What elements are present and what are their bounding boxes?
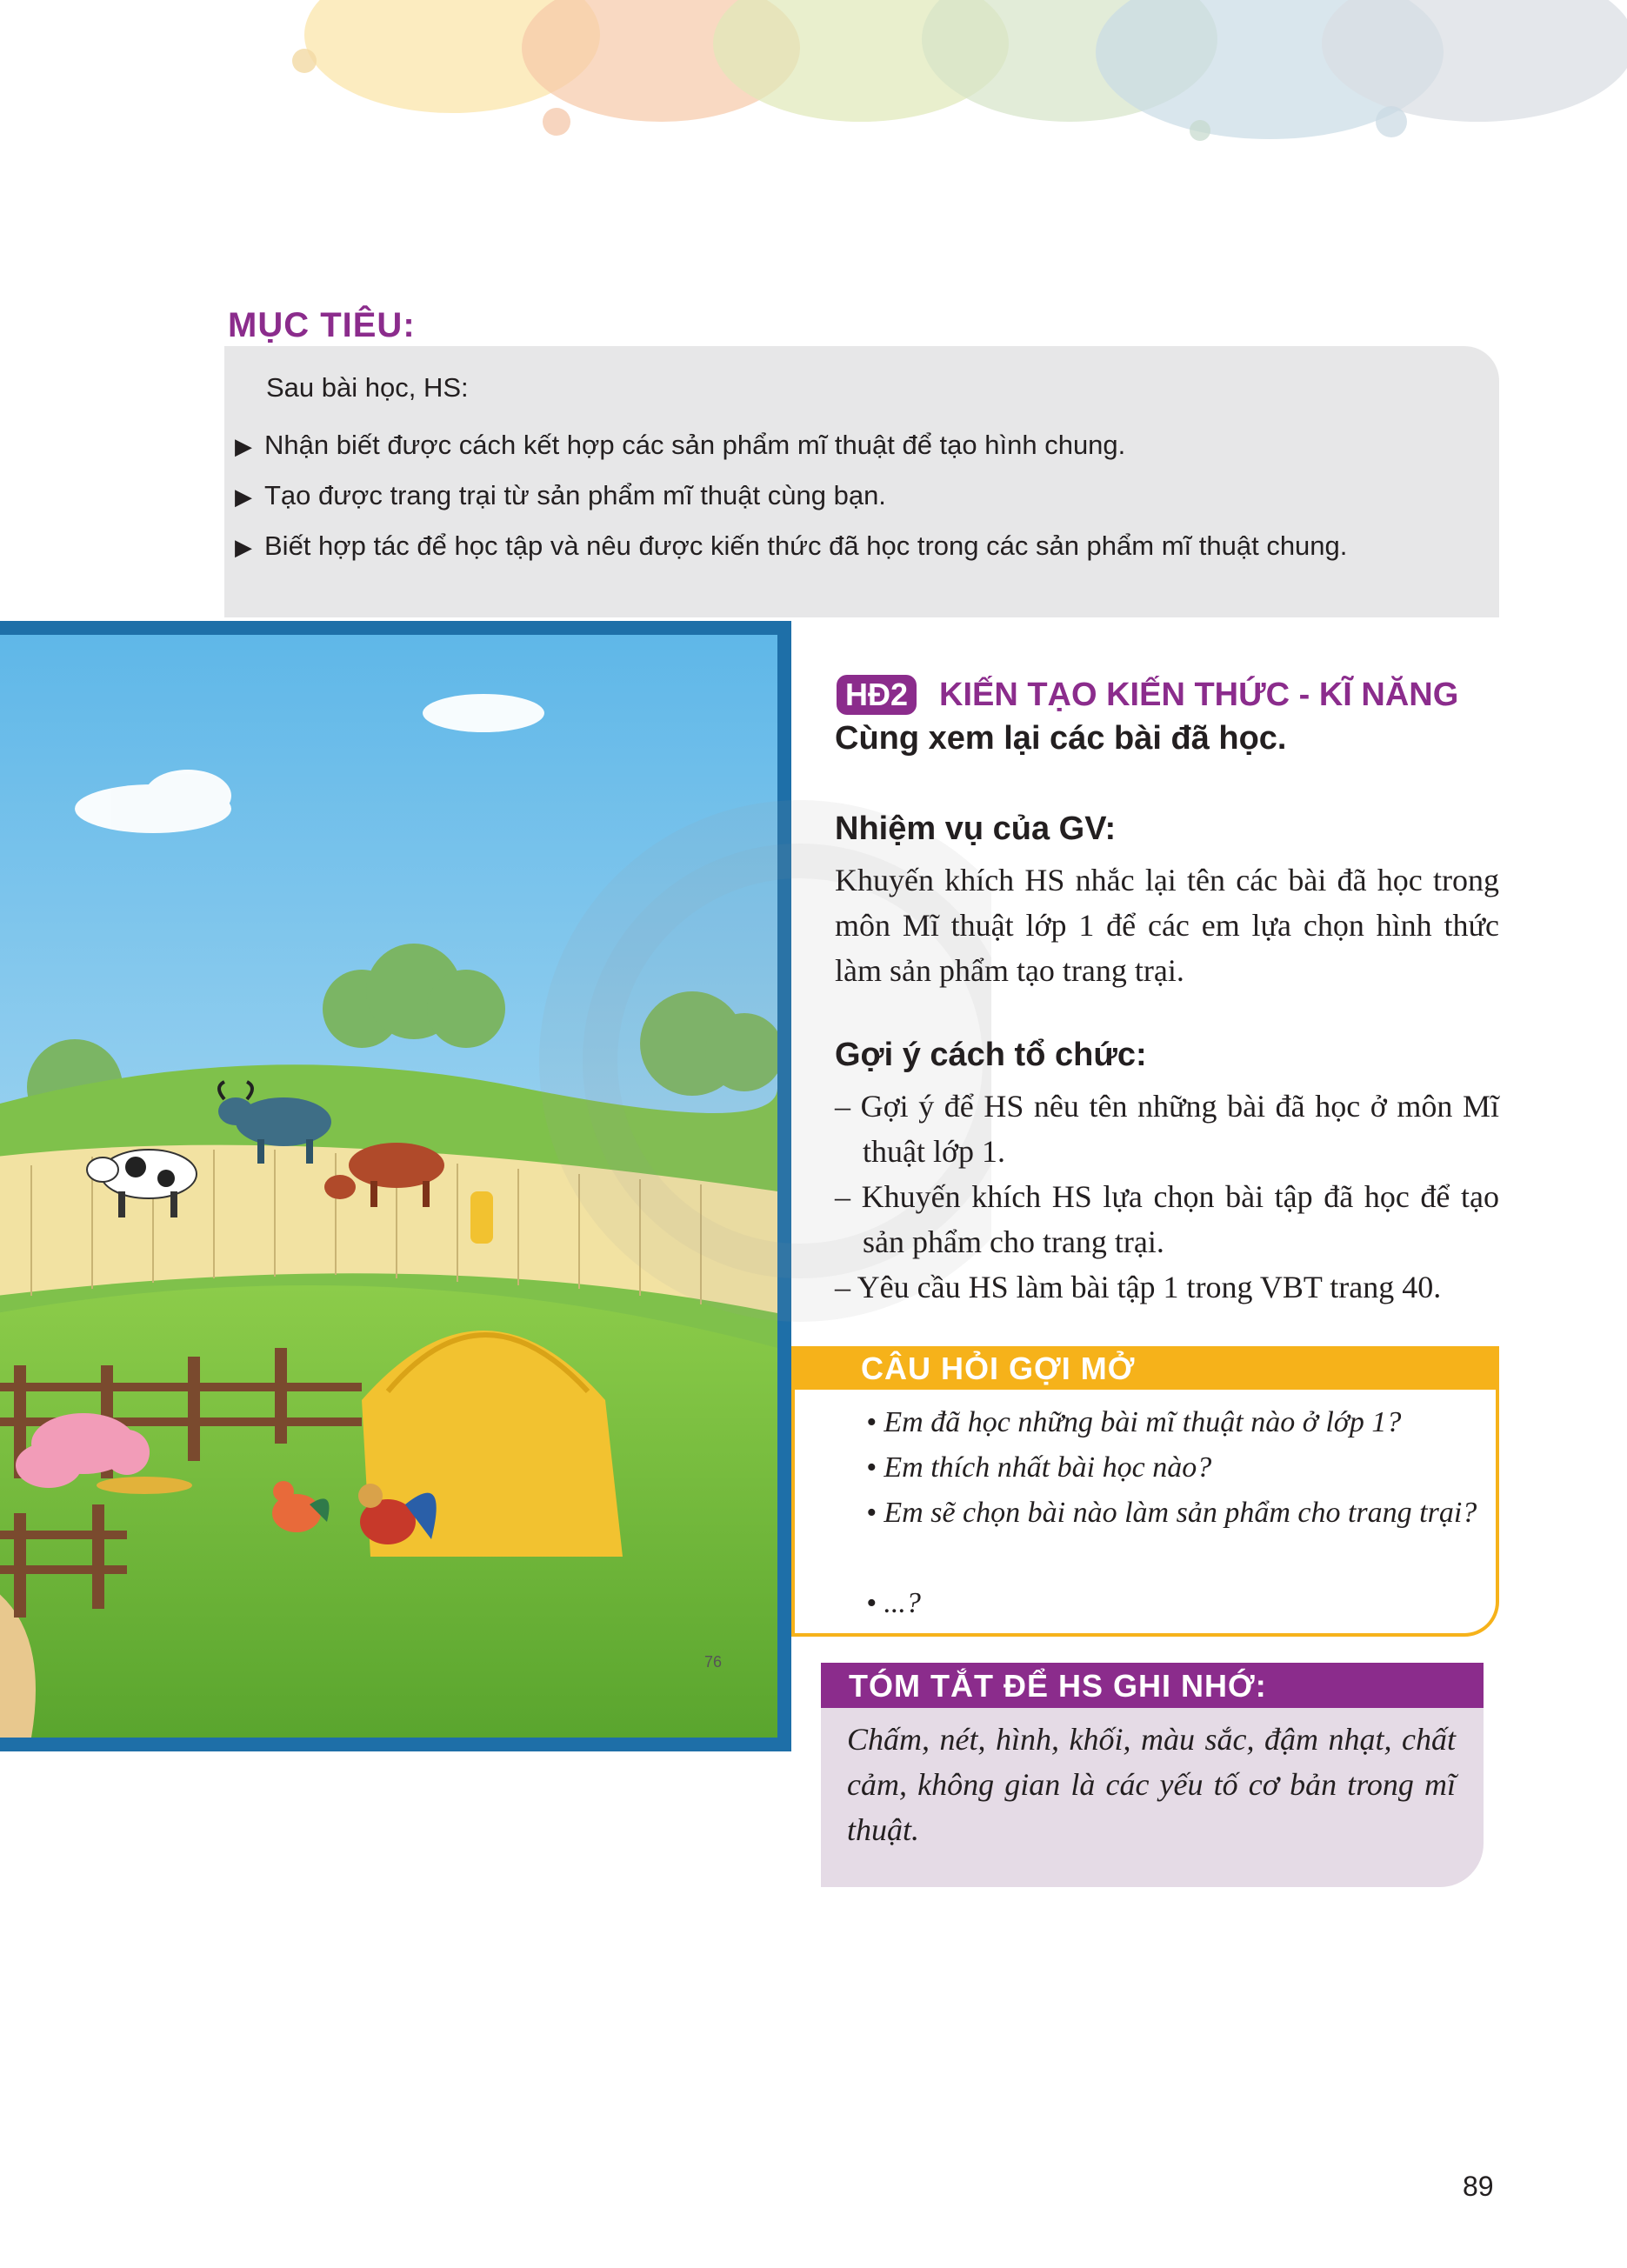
summary-body: Chấm, nét, hình, khối, màu sắc, đậm nhạt, chất cảm, không gian là các yếu tố cơ bản trong mĩ thuật. bbox=[847, 1722, 1456, 1847]
teacher-task-body: Khuyến khích HS nhắc lại tên các bài đã học trong môn Mĩ thuật lớp 1 để các em lựa chọn hình thức làm sản phẩm tạo trang trại. bbox=[835, 863, 1499, 988]
organization-item: – Khuyến khích HS lựa chọn bài tập đã học để tạo sản phẩm cho trang trại. bbox=[835, 1179, 1499, 1259]
objective-item: ▶ Biết hợp tác để học tập và nêu được kiến thức đã học trong các sản phẩm mĩ thuật chung. bbox=[235, 530, 1348, 561]
header-paint-splash bbox=[0, 0, 1627, 174]
organization-item: – Yêu cầu HS làm bài tập 1 trong VBT trang 40. bbox=[835, 1270, 1442, 1304]
teacher-task-heading: Nhiệm vụ của GV: bbox=[835, 810, 1117, 847]
question-item: • Em thích nhất bài học nào? bbox=[866, 1451, 1212, 1484]
question-item: • Em sẽ chọn bài nào làm sản phẩm cho trang trại? bbox=[866, 1497, 1477, 1529]
objective-item: ▶ Nhận biết được cách kết hợp các sản phẩm mĩ thuật để tạo hình chung. bbox=[235, 430, 1126, 460]
page-number: 89 bbox=[1463, 2171, 1494, 2202]
question-item: • ...? bbox=[866, 1587, 921, 1619]
objectives-intro: Sau bài học, HS: bbox=[266, 372, 469, 403]
triangle-bullet-icon: ▶ bbox=[235, 433, 252, 459]
summary-heading: TÓM TẮT ĐỂ HS GHI NHỚ: bbox=[821, 1663, 1484, 1708]
activity-badge: HĐ2 bbox=[837, 675, 917, 715]
organization-heading: Gợi ý cách tổ chức: bbox=[835, 1037, 1147, 1073]
activity-title: KIẾN TẠO KIẾN THỨC - KĨ NĂNG bbox=[939, 677, 1459, 713]
question-item: • Em đã học những bài mĩ thuật nào ở lớp 1? bbox=[866, 1406, 1402, 1438]
organization-item: – Gợi ý để HS nêu tên những bài đã học ở môn Mĩ thuật lớp 1. bbox=[835, 1089, 1499, 1169]
illustration-page-number: 76 bbox=[703, 1653, 722, 1671]
objective-item: ▶ Tạo được trang trại từ sản phẩm mĩ thuật cùng bạn. bbox=[235, 480, 886, 510]
review-heading: Cùng xem lại các bài đã học. bbox=[835, 720, 1287, 757]
objectives-title: MỤC TIÊU: bbox=[228, 306, 416, 344]
open-questions-heading: CÂU HỎI GỢI MỞ bbox=[791, 1346, 1499, 1390]
triangle-bullet-icon: ▶ bbox=[235, 534, 252, 560]
triangle-bullet-icon: ▶ bbox=[235, 484, 252, 510]
